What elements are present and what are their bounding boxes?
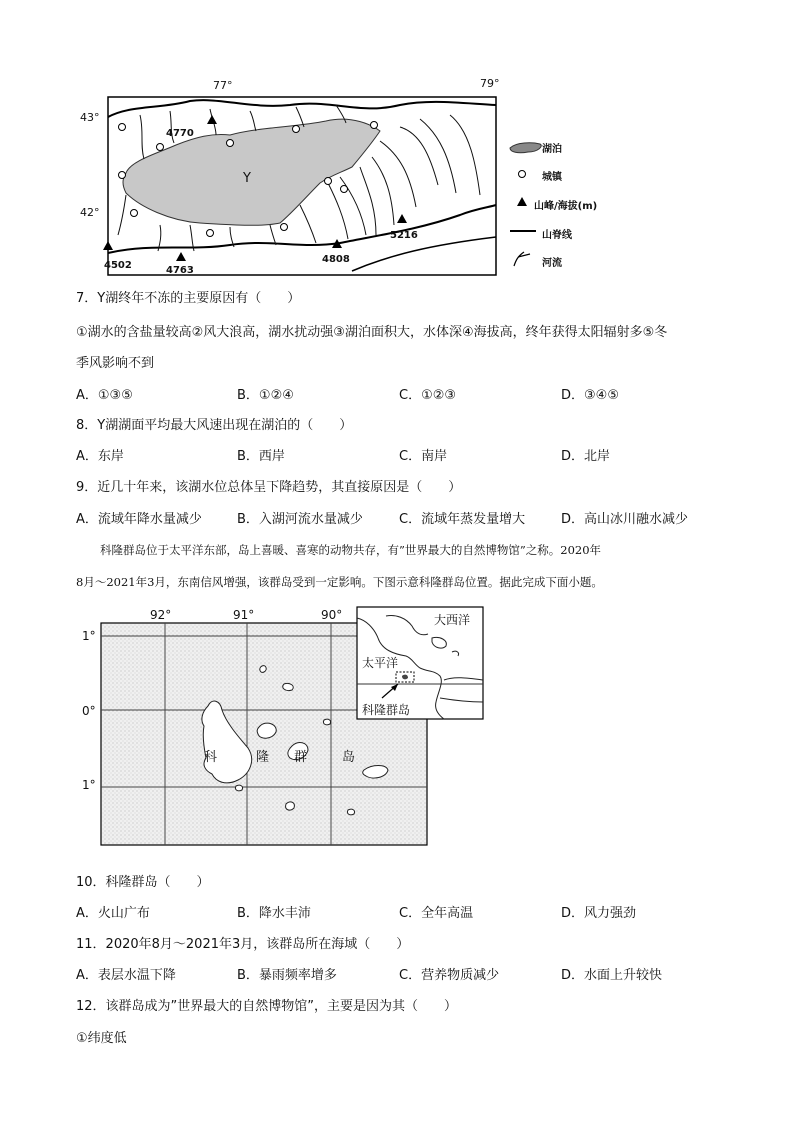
q7-stem: 7．Y湖终年不冻的主要原因有（ ） — [76, 291, 301, 306]
peak-5216-label: 5216 — [390, 230, 418, 241]
q9-option-a: A．流域年降水量减少 — [76, 512, 202, 527]
archipelago-char-1: 科 — [204, 750, 218, 765]
q9-stem: 9．近几十年来，该湖水位总体呈下降趋势，其直接原因是（ ） — [76, 480, 462, 495]
q7-option-c: C．①②③ — [399, 388, 457, 403]
peak-4808-label: 4808 — [322, 254, 350, 265]
intro-line2: 8月～2021年3月，东南信风增强，该群岛受到一定影响。下图示意科隆群岛位置。据此完成下面小题。 — [76, 575, 603, 589]
lon-91-label: 91° — [233, 608, 255, 622]
q11-option-c: C．营养物质减少 — [399, 968, 500, 983]
archipelago-char-2: 隆 — [256, 750, 270, 765]
q10-option-a: A．火山广布 — [76, 906, 150, 921]
intro-line1: 科隆群岛位于太平洋东部，岛上喜暖、喜寒的动物共存，有”世界最大的自然博物馆”之称。2020年 — [100, 543, 602, 557]
peak-4763-label: 4763 — [166, 265, 194, 276]
peak-4502-label: 4502 — [104, 260, 132, 271]
q9-option-c: C．流域年蒸发量增大 — [399, 512, 526, 527]
q12-stem: 12．该群岛成为”世界最大的自然博物馆”，主要是因为其（ ） — [76, 999, 458, 1014]
q8-stem: 8．Y湖湖面平均最大风速出现在湖泊的（ ） — [76, 418, 353, 433]
q7-statement-line1: ①湖水的含盐量较高②风大浪高，湖水扰动强③湖泊面积大，水体深④海拔高，终年获得太阳辐射多⑤冬 — [76, 325, 668, 340]
inset-islands-label: 科隆群岛 — [362, 703, 411, 717]
lat-0-label: 0° — [82, 704, 96, 718]
q7-statement-line2: 季风影响不到 — [76, 356, 155, 371]
q7-option-d: D．③④⑤ — [561, 388, 619, 403]
lon-79-label: 79° — [480, 77, 500, 90]
q11-option-d: D．水面上升较快 — [561, 968, 663, 983]
q9-option-d: D．高山冰川融水减少 — [561, 512, 689, 527]
legend-ridge-label: 山脊线 — [542, 230, 572, 241]
peak-4770-label: 4770 — [166, 128, 194, 139]
lake-y-label: Y — [243, 171, 251, 186]
inset-atlantic-label: 大西洋 — [434, 613, 471, 627]
lake-map — [100, 75, 500, 280]
archipelago-char-4: 岛 — [342, 750, 356, 765]
inset-pacific-label: 太平洋 — [362, 656, 399, 670]
q11-option-a: A．表层水温下降 — [76, 968, 176, 983]
q11-stem: 11．2020年8月～2021年3月，该群岛所在海域（ ） — [76, 937, 410, 952]
q8-option-c: C．南岸 — [399, 449, 448, 464]
lat-42-label: 42° — [80, 206, 100, 219]
q10-stem: 10．科隆群岛（ ） — [76, 875, 210, 890]
lon-92-label: 92° — [150, 608, 172, 622]
q8-option-a: A．东岸 — [76, 449, 124, 464]
q10-option-c: C．全年高温 — [399, 906, 474, 921]
q9-option-b: B．入湖河流水量减少 — [237, 512, 363, 527]
q10-option-d: D．风力强劲 — [561, 906, 637, 921]
lake-map-svg — [100, 75, 500, 280]
q7-option-b: B．①②④ — [237, 388, 294, 403]
archipelago-char-3: 群 — [294, 750, 308, 765]
lat-1n-label: 1° — [82, 629, 96, 643]
q12-statement: ①纬度低 — [76, 1031, 127, 1046]
legend-river-label: 河流 — [542, 258, 562, 269]
lon-77-label: 77° — [213, 79, 233, 92]
legend-peak-label: 山峰/海拔(m) — [534, 201, 598, 212]
q7-option-a: A．①③⑤ — [76, 388, 133, 403]
lat-43-label: 43° — [80, 111, 100, 124]
q10-option-b: B．降水丰沛 — [237, 906, 311, 921]
lat-1s-label: 1° — [82, 778, 96, 792]
q8-option-b: B．西岸 — [237, 449, 285, 464]
legend-lake-label: 湖泊 — [542, 144, 562, 155]
q11-option-b: B．暴雨频率增多 — [237, 968, 337, 983]
legend-town-label: 城镇 — [542, 172, 562, 183]
q8-option-d: D．北岸 — [561, 449, 611, 464]
lon-90-label: 90° — [321, 608, 343, 622]
